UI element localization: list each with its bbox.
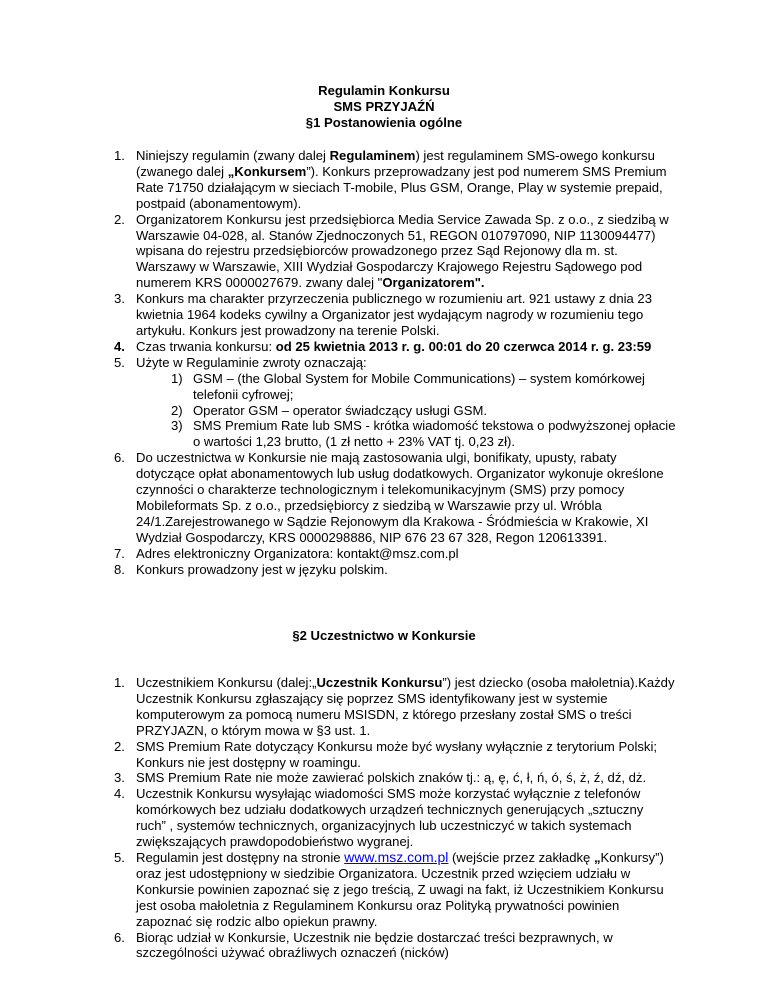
section-2-list — [0, 675, 768, 961]
section-1-item-4: 4. Czas trwania konkursu: od 25 kwietnia 2013 r. g. 00:01 do 20 czerwca 2014 r. g. 23:59 — [114, 338, 652, 354]
section-1-list — [0, 148, 768, 577]
section-2-heading: §2 Uczestnictwo w Konkursie — [292, 628, 476, 643]
definition-item: 1) GSM – (the Global System for Mobile Communications) – system komórkowej telefonii cyfrowej; — [171, 370, 645, 402]
section-2-item-6: 6. Biorąc udział w Konkursie, Uczestnik nie będzie dostarczać treści bezprawnych, w szczególności używać obraźliwych oznaczeń (nicków) — [114, 929, 613, 961]
section-2-item-3: 3. SMS Premium Rate nie może zawierać polskich znaków tj.: ą, ę, ć, ł, ń, ó, ś, ż, ź, dź, dż. — [114, 770, 647, 786]
section-1-item-6: 6. Do uczestnictwa w Konkursie nie mają zastosowania ulgi, bonifikaty, upusty, rabaty dotyczące opłat abonamentowych lub usług dodatkowych. Organizator wykonuje określone czynności o charakterze technologicznym i telekomunikacyjnym (SMS) przy pomocy Mobileformats Sp. z o.o., przedsiębiorcy z siedzibą w Warszawie przy ul. Wróbla 24/1.Zarejestrowanego w Sądzie Rejonowym dla Krakowa - Śródmieścia w Krakowie, XI Wydział Gospodarczy, KRS 0000298886, NIP 676 23 67 328, Regon 120613391. — [114, 450, 664, 545]
definition-item: 2) Operator GSM – operator świadczący usługi GSM. — [171, 402, 487, 418]
section-2-item-2: 2. SMS Premium Rate dotyczący Konkursu może być wysłany wyłącznie z terytorium Polski; Konkurs nie jest dostępny w roamingu. — [114, 738, 658, 770]
section-1-heading: §1 Postanowienia ogólne — [305, 115, 463, 130]
definition-item: 3) SMS Premium Rate lub SMS - krótka wiadomość tekstowa o podwyższonej opłacie o wartości 1,23 brutto, (1 zł netto + 23% VAT tj. 0,23 zł). — [171, 418, 676, 450]
section-1-item-2: 2. Organizatorem Konkursu jest przedsiębiorca Media Service Zawada Sp. z o.o., z siedzibą w Warszawie 04-028, al. Stanów Zjednoczonych 51, REGON 010797090, NIP 1130094477) wpisana do rejestru przedsiębiorców prowadzonego przez Sąd Rejonowy dla m. st. Warszawy w Warszawie, XIII Wydział Gospodarczy Krajowego Rejestru Sądowego pod numerem KRS 0000027679. zwany dalej "Organizatorem". — [114, 211, 669, 291]
section-2-item-5: 5. Regulamin jest dostępny na stronie www.msz.com.pl (wejście przez zakładkę „Konkursy”) oraz jest udostępniony w siedzibie Organizatora. Uczestnik przed wzięciem udziału w Konkursie powinien zapoznać się z jego treścią, Z uwagi na fakt, iż Uczestnikiem Konkursu jest osoba małoletnia z Regulaminem Konkursu oraz Polityką prywatności powinien zapoznać się rodzic albo opiekun prawny. — [114, 848, 664, 929]
section-1-item-8: 8. Konkurs prowadzony jest w języku polskim. — [114, 561, 388, 577]
section-1-item-5: 5. Użyte w Regulaminie zwroty oznaczają: 1) GSM – (the Global System for Mobile Communications) – system komórkowej telefonii cyfrowej; 2) Operator GSM – operator świadczący usługi GSM. 3) SMS Premium Rate lub SMS - krótka wiadomość tekstowa o podwyższonej opłacie o wartości 1,23 brutto, (1 zł netto + 23% VAT tj. 0,23 zł). — [0, 355, 676, 450]
section-1-item-1: 1. Niniejszy regulamin (zwany dalej Regulaminem) jest regulaminem SMS-owego konkursu (zwanego dalej „Konkursem”). Konkurs przeprowadzany jest pod numerem SMS Premium Rate 71750 działającym w sieciach T-mobile, Plus GSM, Orange, Play w systemie prepaid, postpaid (abonamentowym). — [114, 148, 667, 211]
document-title — [0, 83, 768, 131]
title-line-2: SMS PRZYJAŹŃ — [333, 99, 435, 114]
section-2-item-4: 4. Uczestnik Konkursu wysyłając wiadomości SMS może korzystać wyłącznie z telefonów komórkowych bez udziału dodatkowych urządzeń technicznych generujących „sztuczny ruch” , systemów technicznych, organizacyjnych lub uczestniczyć w takich systemach zwiększających prawdopodobieństwo wygranej. — [114, 786, 644, 850]
section-1-item-7: 7. Adres elektroniczny Organizatora: kontakt@msz.com.pl — [114, 545, 459, 561]
section-2-item-1: 1. Uczestnikiem Konkursu (dalej:„Uczestnik Konkursu”) jest dziecko (osoba małoletnia).Każdy Uczestnik Konkursu zgłaszający się poprzez SMS identyfikowany jest w systemie komputerowym za pomocą numeru MSISDN, z którego przesłany został SMS o treści PRZYJAZN, o którym mowa w §3 ust. 1. — [114, 675, 675, 738]
definitions-list — [136, 371, 676, 451]
title-line-1: Regulamin Konkursu — [318, 83, 450, 98]
website-link[interactable]: www.msz.com.pl — [344, 848, 449, 865]
section-1-item-3: 3. Konkurs ma charakter przyrzeczenia publicznego w rozumieniu art. 921 ustawy z dnia 23 kwietnia 1964 kodeks cywilny a Organizator jest wydającym nagrody w rozumieniu tego artykułu. Konkurs jest prowadzony na terenie Polski. — [114, 291, 653, 338]
